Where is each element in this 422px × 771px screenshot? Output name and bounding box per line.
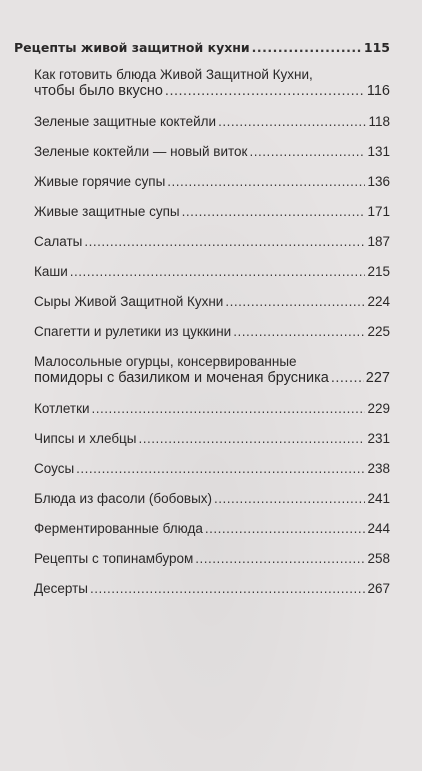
toc-entry-page: 258 [367,551,390,566]
toc-entry-page: 171 [367,204,390,219]
toc-entry-label: Живые горячие супы [34,174,166,189]
toc-entry [14,430,390,447]
toc-entry-multiline [14,353,390,387]
table-of-contents [14,36,390,610]
toc-entry-label: Спагетти и рулетики из цуккини [34,324,232,339]
toc-entry [34,370,390,387]
toc-entry-page: 229 [367,401,390,416]
toc-entry-label: Чипсы и хлебцы [34,431,137,446]
dot-leader [205,520,366,537]
toc-entry [14,400,390,417]
toc-entry [14,490,390,507]
toc-entry [14,113,390,130]
toc-entry-page: 241 [367,491,390,506]
toc-entry [14,233,390,250]
toc-entry-label: Рецепты с топинамбуром [34,551,194,566]
toc-entry [14,263,390,280]
dot-leader [92,400,366,417]
section-page-number: 115 [363,40,390,55]
dot-leader [331,370,364,387]
toc-entry-page: 215 [367,264,390,279]
dot-leader [249,143,365,160]
toc-entry-multiline [14,66,390,100]
toc-entry-page: 136 [367,174,390,189]
dot-leader [214,490,365,507]
toc-entry-label: чтобы было вкусно [34,83,163,99]
toc-entry-page: 244 [367,521,390,536]
toc-entry-label: Зеленые коктейли — новый виток [34,144,248,159]
dot-leader [76,460,365,477]
toc-entry-label: Сыры Живой Защитной Кухни [34,294,224,309]
dot-leader [252,39,362,56]
dot-leader [70,263,366,280]
toc-entry-page: 227 [365,370,390,386]
dot-leader [233,323,365,340]
toc-entry [14,293,390,310]
toc-entry-label: Живые защитные супы [34,204,180,219]
toc-entry [14,580,390,597]
toc-entry [14,460,390,477]
dot-leader [139,430,366,447]
toc-entry [14,323,390,340]
dot-leader [218,113,366,130]
toc-entry-page: 238 [367,461,390,476]
toc-entry [14,550,390,567]
toc-entry [14,173,390,190]
toc-entry [14,520,390,537]
toc-entry-label: Ферментированные блюда [34,521,203,536]
toc-entry-label: Соусы [34,461,75,476]
toc-entry-label: Салаты [34,234,83,249]
toc-entry-page: 225 [367,324,390,339]
toc-entry-label: Блюда из фасоли (бобовых) [34,491,213,506]
toc-entry-first-line: Как готовить блюда Живой Защитной Кухни, [34,67,313,82]
toc-entry-label: Каши [34,264,68,279]
dot-leader [225,293,365,310]
toc-entry-page: 118 [368,114,390,129]
toc-entry-page: 116 [366,83,390,99]
toc-entry-label: Зеленые защитные коктейли [34,114,217,129]
toc-entry-page: 231 [367,431,390,446]
toc-entry-page: 267 [367,581,390,596]
toc-entry [14,143,390,160]
toc-entry [34,83,390,100]
dot-leader [90,580,365,597]
dot-leader [167,173,365,190]
toc-entry-page: 131 [367,144,390,159]
dot-leader [195,550,365,567]
toc-entry-first-line: Малосольные огурцы, консервированные [34,354,297,369]
dot-leader [182,203,366,220]
dot-leader [84,233,365,250]
toc-entry-label: помидоры с базиликом и моченая брусника [34,370,329,386]
toc-entry-page: 224 [367,294,390,309]
section-title: Рецепты живой защитной кухни [14,40,250,55]
toc-section-heading [14,36,390,56]
toc-entry-label: Котлетки [34,401,90,416]
dot-leader [165,83,365,100]
toc-entry-label: Десерты [34,581,89,596]
toc-entry-page: 187 [367,234,390,249]
toc-entry [14,203,390,220]
